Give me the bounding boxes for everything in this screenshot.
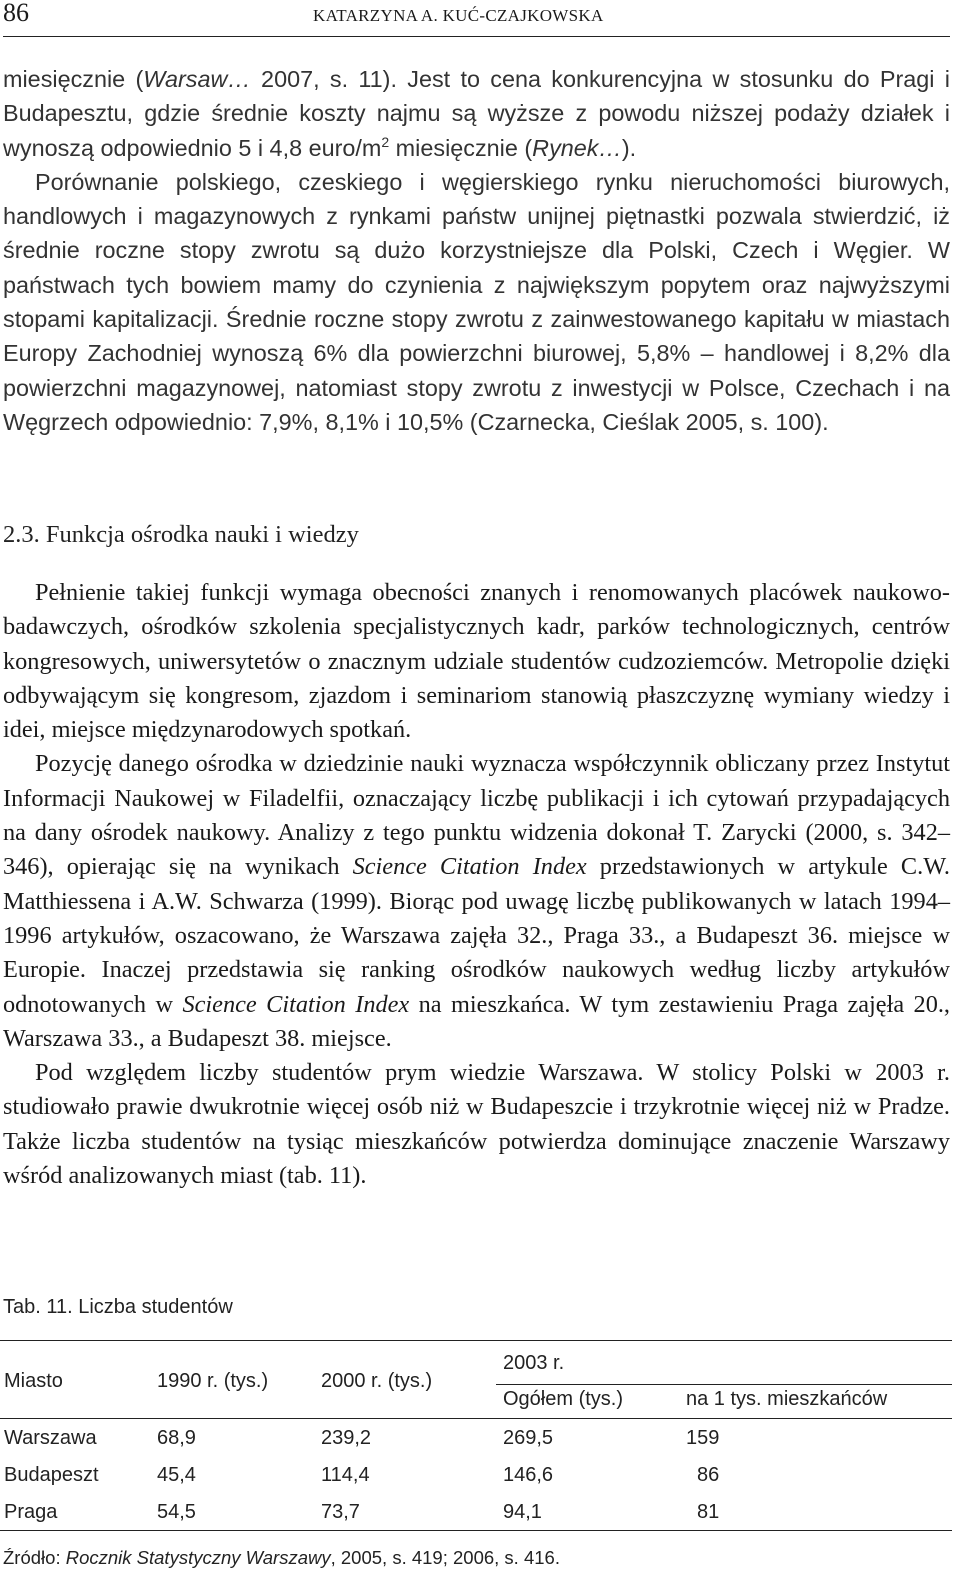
paragraph-students: Pod względem liczby studentów prym wiedzie Warszawa. W stolicy Polski w 2003 r. studiowało prawie dwukrotnie więcej osób niż w Budapeszcie i trzykrotnie więcej niż w Pradze. Także liczba studentów na tysiąc mieszkańców potwierdza dominujące znaczenie Warszawy wśród analizowanych miast (tab. 11).: [3, 1059, 950, 1190]
row-per-1000: 86: [697, 1464, 720, 1486]
table-bottom-rule: [0, 1530, 952, 1531]
running-head: KATARZYNA A. KUĆ-CZAJKOWSKA: [313, 6, 604, 25]
header-2003: 2003 r.: [503, 1352, 565, 1374]
row-2000: 114,4: [321, 1464, 370, 1486]
row-2000: 239,2: [321, 1427, 372, 1449]
header-2000: 2000 r. (tys.): [321, 1370, 433, 1392]
header-1990: 1990 r. (tys.): [157, 1370, 269, 1392]
table-header-rule: [0, 1418, 952, 1419]
row-city: Budapeszt: [4, 1464, 99, 1486]
text-block-real-estate: [3, 62, 950, 439]
table-sub-rule: [496, 1384, 952, 1385]
row-1990: 45,4: [157, 1464, 196, 1486]
row-2000: 73,7: [321, 1501, 360, 1523]
table-source: Źródło: Rocznik Statystyczny Warszawy, 2005, s. 419; 2006, s. 416.: [3, 1547, 560, 1568]
paragraph-function: Pełnienie takiej funkcji wymaga obecności znanych i renomowanych placówek naukowo-badawczych, ośrodków szkolenia specjalistycznych kadr, parków technologicznych, centrów kongresowych, uniwersytetów o znacznym udziale studentów cudzoziemców. Metropolie dzięki odbywającym się kongresom, zjazdom i seminariom stanowią płaszczyznę wymiany wiedzy i idei, miejsce międzynarodowych spotkań.: [3, 579, 950, 744]
paragraph-ranking: Pozycję danego ośrodka w dziedzinie nauki wyznacza współczynnik obliczany przez Instytut Informacji Naukowej w Filadelfii, oznaczający liczbę publikacji i ich cytowań przypadających na dany ośrodek naukowy. Analizy z tego punktu widzenia dokonał T. Zarycki (2000, s. 342–346), opierając się na wynikach Science Citation Index przedstawionych w artykule C.W. Matthiessena i A.W. Schwarza (1999). Biorąc pod uwagę liczbę publikowanych w latach 1994–1996 artykułów, oszacowano, że Warszawa zajęła 32., Praga 33., a Budapeszt 36. miejsce w Europie. Inaczej przedstawia się ranking ośrodków naukowych według liczby artykułów odnotowanych w Science Citation Index na mieszkańca. W tym zestawieniu Praga zajęła 20., Warszawa 33., a Budapeszt 38. miejsce.: [3, 750, 951, 1052]
page-header: [3, 0, 950, 37]
header-per-1000: na 1 tys. mieszkańców: [686, 1388, 888, 1410]
row-total: 269,5: [503, 1427, 554, 1449]
text-block-science: [3, 576, 950, 1193]
paragraph-rents: miesięcznie (Warsaw… 2007, s. 11). Jest to cena konkurencyjna w stosunku do Pragi i Budapesztu, gdzie średnie koszty najmu są wyższe z powodu niższej podaży działek i wynoszą odpowiednio 5 i 4,8 euro/$m^2$ miesięcznie (Rynek…).: [3, 66, 950, 161]
header-total: Ogółem (tys.): [503, 1388, 624, 1410]
header-city: Miasto: [4, 1370, 63, 1392]
row-city: Warszawa: [4, 1427, 97, 1449]
row-per-1000: 159: [686, 1427, 720, 1449]
row-total: 94,1: [503, 1501, 542, 1523]
section-heading: 2.3. Funkcja ośrodka nauki i wiedzy: [3, 521, 359, 548]
paragraph-comparison: Porównanie polskiego, czeskiego i węgierskiego rynku nieruchomości biurowych, handlowych i magazynowych z rynkami państw unijnej piętnastki pozwala stwierdzić, iż średnie roczne stopy zwrotu są dużo korzystniejsze dla Polski, Czech i Węgier. W państwach tych bowiem mamy do czynienia z największym popytem oraz najwyższymi stopami kapitalizacji. Średnie roczne stopy zwrotu z zainwestowanego kapitału w miastach Europy Zachodniej wynoszą 6% dla powierzchni biurowej, 5,8% – handlowej i 8,2% dla powierzchni magazynowej, natomiast stopy zwrotu z inwestycji w Polsce, Czechach i na Węgrzech odpowiednio: 7,9%, 8,1% i 10,5% (Czarnecka, Cieślak 2005, s. 100).: [3, 168, 950, 435]
row-city: Praga: [4, 1501, 58, 1523]
row-per-1000: 81: [697, 1501, 720, 1523]
page-number: 86: [3, 0, 29, 27]
table-caption: Tab. 11. Liczba studentów: [3, 1296, 233, 1318]
table-top-rule: [0, 1340, 952, 1341]
row-1990: 54,5: [157, 1501, 196, 1523]
row-1990: 68,9: [157, 1427, 196, 1449]
row-total: 146,6: [503, 1464, 554, 1486]
